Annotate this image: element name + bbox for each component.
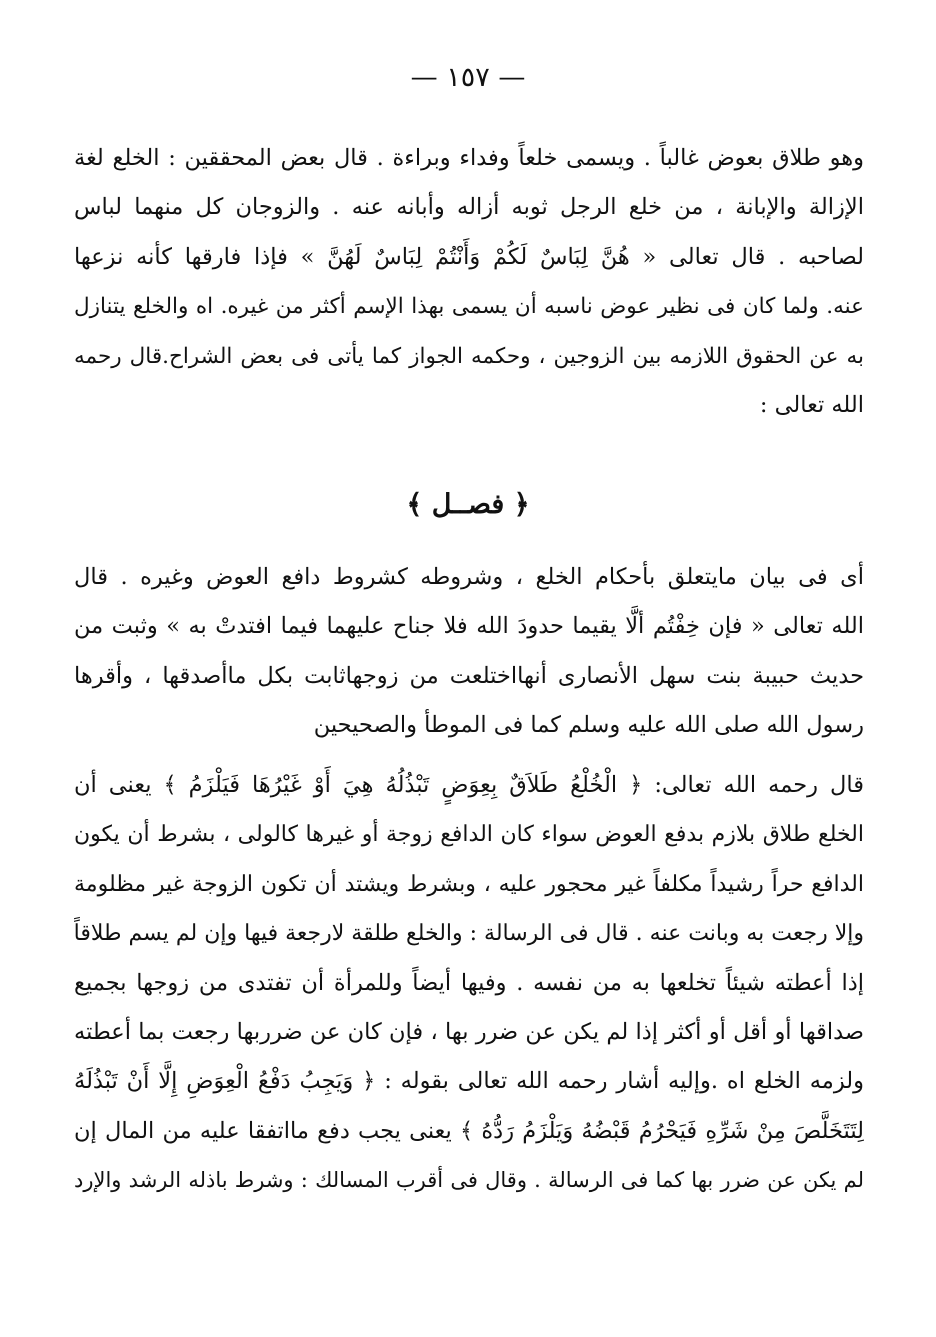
text-line: الخلع طلاق بلازم بدفع العوض سواء كان الدافع زوجة أو غيرها كالولى ، بشرط أن يكون [74,822,864,848]
text-line: به عن الحقوق اللازمه بين الزوجين ، وحكمه الجواز كما يأتى فى بعض الشراح.قال رحمه [74,343,864,369]
text-line: رسول الله صلى الله عليه وسلم كما فى الموطأ والصحيحين [313,712,864,739]
text-line: الإزالة والإبانة ، من خلع الرجل ثوبه أزاله وأبانه عنه . والزوجان كل منهما لباس [74,194,864,221]
paragraph-evidence [74,553,864,751]
text-line: لم يكن عن ضرر بها كما فى الرسالة . وقال فى أقرب المسالك : وشرط باذله الرشد والإرد [74,1168,864,1193]
text-line: لِتَتَخَلَّصَ مِنْ شَرِّهِ فَيَحْرُمُ قَبْضُهُ وَيَلْزَمُ رَدُّهُ ﴾ يعنى يجب دفع مااتفقا عليه من المال إن [74,1117,864,1144]
page-number: — ١٥٧ — [410,62,526,93]
text-line: لصاحبه . قال تعالى « هُنَّ لِبَاسٌ لَكُمْ وَأَنْتُمْ لِبَاسٌ لَهُنَّ » فإذا فارقها كأنه نزعها [74,243,864,270]
section-heading: ﴿ فصــل ﴾ [406,489,530,520]
text-line: حديث حبيبة بنت سهل الأنصارى أنهااختلعت من زوجهاثابت بكل ماأصدقها ، وأقرها [74,662,864,689]
text-line: الله تعالى « فإن خِفْتُم ألَّا يقيما حدودَ الله فلا جناح عليهما فيما افتدتْ به » وثبت من [74,613,864,640]
text-line: وهو طلاق بعوض غالباً . ويسمى خلعاً وفداء وبراءة . قال بعض المحققين : الخلع لغة [74,145,864,171]
text-line: الدافع حراً رشيداً مكلفاً غير محجور عليه ، وبشرط ويشتد أن تكون الزوجة غير مظلومة [74,871,864,897]
paragraph-definition [74,134,864,430]
paragraph-commentary [74,761,864,1206]
text-line: الله تعالى : [759,391,864,418]
text-line: عنه. ولما كان فى نظير عوض ناسبه أن يسمى بهذا الإسم أكثر من غيره. اه والخلع يتنازل [74,294,864,320]
text-line: صداقها أو أقل أو أكثر إذا لم يكن عن ضرر بها ، فإن كان عن ضرربها رجعت بما أعطته [74,1018,864,1045]
text-line: قال رحمه الله تعالى: ﴿ الْخُلْعُ طَلاَقٌ بِعِوَضٍ تَبْذُلُهُ هِيَ أَوْ غَيْرُهَا فَيَلْزَمُ ﴾ يعنى أن [74,772,864,798]
text-line: إذا أعطته شيئاً تخلعها به من نفسه . وفيها أيضاً وللمرأة أن تفتدى من زوجها بجميع [74,969,864,996]
text-line: وإلا رجعت به وبانت عنه . قال فى الرسالة : والخلع طلقة لارجعة فيها وإن لم يسم طلاقاً [74,921,864,947]
text-line: ولزمه الخلع اه .وإليه أشار رحمه الله تعالى بقوله : ﴿ وَيَجِبُ دَفْعُ الْعِوَضِ إِلَّا أَنْ تَبْذُلَهُ [74,1068,864,1095]
text-line: أى فى بيان مايتعلق بأحكام الخلع ، وشروطه كشروط دافع العوض وغيره . قال [74,564,864,590]
